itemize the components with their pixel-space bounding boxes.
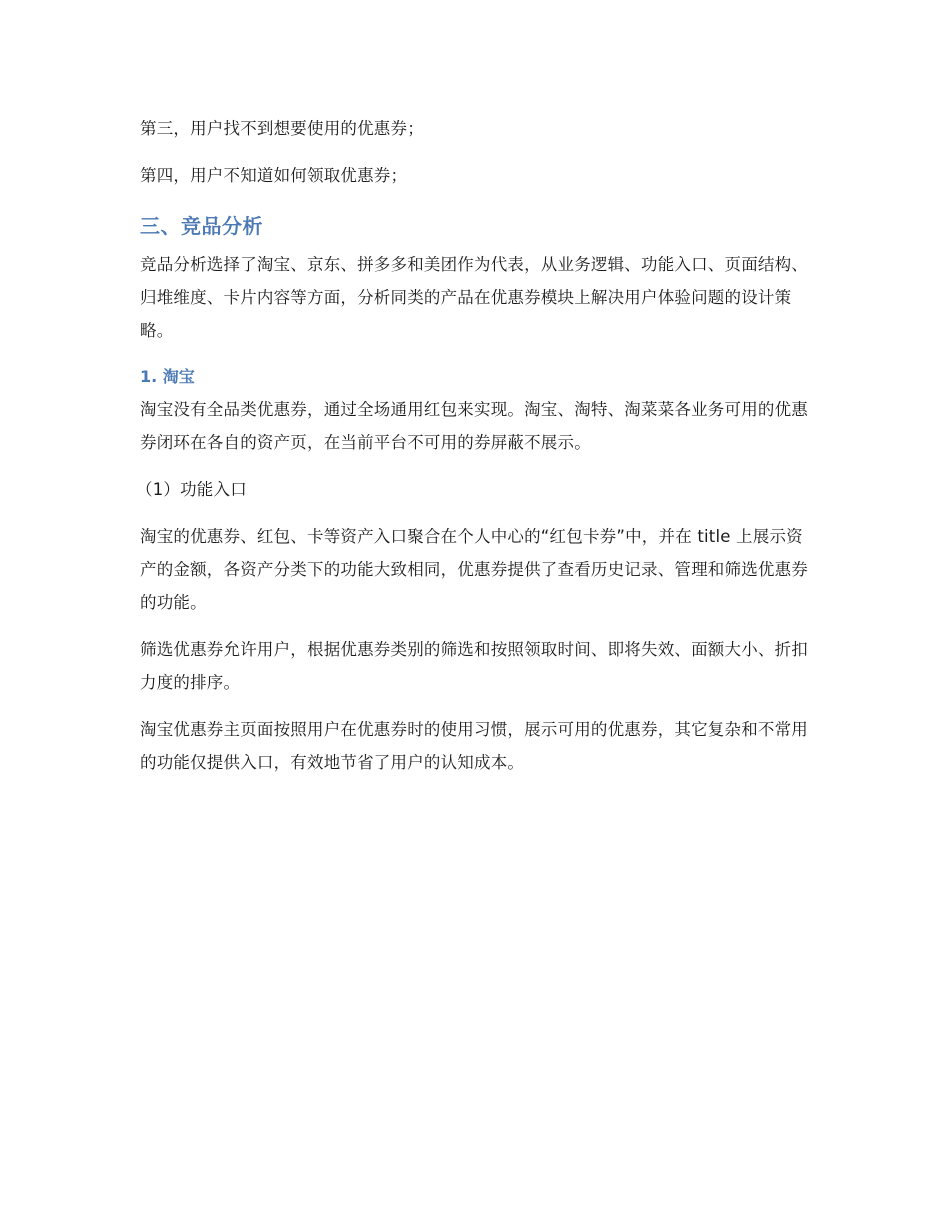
point-three-text: 第三，用户找不到想要使用的优惠券； xyxy=(140,119,424,138)
paragraph-filter: 筛选优惠券允许用户，根据优惠券类别的筛选和按照领取时间、即将失效、面额大小、折扣力度的排序。 xyxy=(140,640,808,692)
section-heading-competitive-analysis: 三、竞品分析 xyxy=(140,214,263,238)
item-label-function-entry: （1）功能入口 xyxy=(136,480,247,499)
point-four-text: 第四，用户不知道如何领取优惠券； xyxy=(140,166,408,185)
section-intro-paragraph: 竞品分析选择了淘宝、京东、拼多多和美团作为代表，从业务逻辑、功能入口、页面结构、归堆维度、卡片内容等方面，分析同类的产品在优惠券模块上解决用户体验问题的设计策略。 xyxy=(140,255,808,340)
document-content xyxy=(136,112,808,793)
subsection-heading-taobao: 1. 淘宝 xyxy=(140,367,195,386)
subsection-intro-paragraph: 淘宝没有全品类优惠券，通过全场通用红包来实现。淘宝、淘特、淘菜菜各业务可用的优惠券闭环在各自的资产页，在当前平台不可用的券屏蔽不展示。 xyxy=(140,400,808,452)
paragraph-function-entry: 淘宝的优惠券、红包、卡等资产入口聚合在个人中心的“红包卡券”中，并在 title 上展示资产的金额，各资产分类下的功能大致相同，优惠券提供了查看历史记录、管理和筛选优惠券的功能。 xyxy=(140,527,808,612)
paragraph-main-page: 淘宝优惠券主页面按照用户在优惠券时的使用习惯，展示可用的优惠券，其它复杂和不常用的功能仅提供入口，有效地节省了用户的认知成本。 xyxy=(140,720,808,772)
